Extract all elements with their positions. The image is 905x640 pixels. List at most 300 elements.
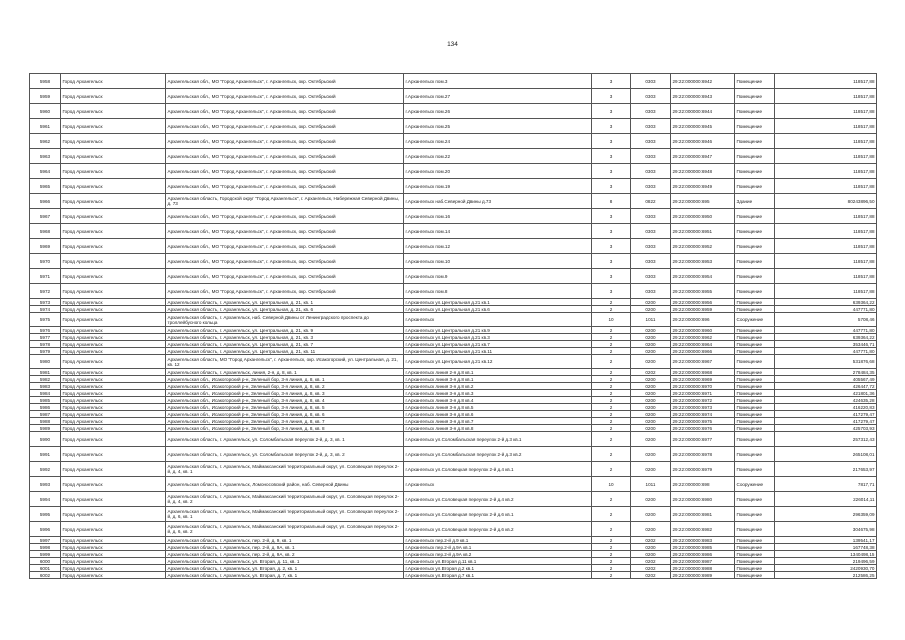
municipality: Город Архангельск (61, 462, 166, 477)
record-number: 5981 (30, 369, 61, 376)
category-code: 2 (592, 341, 631, 348)
municipality: Город Архангельск (61, 334, 166, 341)
subcategory-code: 0202 (631, 558, 671, 565)
cadastral-value: 447771,80 (775, 348, 877, 355)
category-code: 3 (592, 119, 631, 134)
cadastral-value: 424635,28 (775, 397, 877, 404)
full-address: Архангельская область, г. Архангельск, ул. Вторая, д. 2, кв. 1 (166, 565, 404, 572)
municipality: Город Архангельск (61, 74, 166, 89)
category-code: 2 (592, 432, 631, 447)
table-row (30, 551, 877, 558)
subcategory-code: 0303 (631, 164, 671, 179)
municipality: Город Архангельск (61, 164, 166, 179)
object-type: Помещение (735, 390, 775, 397)
record-number: 5988 (30, 418, 61, 425)
full-address: Архангельская обл., МО "Город Архангельск", г. Архангельск, окр. Октябрьский (166, 134, 404, 149)
cadastral-number: 29:22:000000:6979 (671, 462, 735, 477)
record-number: 5997 (30, 537, 61, 544)
category-code: 2 (592, 383, 631, 390)
record-number: 5965 (30, 179, 61, 194)
cadastral-value: 353446,71 (775, 341, 877, 348)
cadastral-number: 29:22:000000:6974 (671, 411, 735, 418)
property-registry-table (29, 73, 877, 579)
short-address: г.Архангельск пом.14 (404, 224, 592, 239)
record-number: 5975 (30, 313, 61, 327)
full-address: Архангельская обл., Исакогорский р-н, Зеленый бор, 3-я линия, д. 8, кв. 8 (166, 425, 404, 432)
subcategory-code: 0822 (631, 194, 671, 209)
full-address: Архангельская обл., Исакогорский р-н, Зеленый бор, 3-я линия, д. 8, кв. 3 (166, 390, 404, 397)
short-address: г.Архангельск пом.22 (404, 149, 592, 164)
cadastral-value: 257312,43 (775, 432, 877, 447)
cadastral-number: 29:22:000000:6981 (671, 507, 735, 522)
object-type: Помещение (735, 404, 775, 411)
subcategory-code: 0200 (631, 341, 671, 348)
municipality: Город Архангельск (61, 224, 166, 239)
subcategory-code: 1011 (631, 477, 671, 492)
subcategory-code: 0200 (631, 334, 671, 341)
category-code: 2 (592, 397, 631, 404)
cadastral-value: 531876,68 (775, 355, 877, 369)
table-row (30, 164, 877, 179)
record-number: 5970 (30, 254, 61, 269)
record-number: 5998 (30, 544, 61, 551)
category-code: 2 (592, 299, 631, 306)
cadastral-number: 29:22:000000:6956 (671, 299, 735, 306)
full-address: Архангельская область, г. Архангельск, Маймаксанский территориальный округ, ул. Соловецкая переулок 2-й, д. 4, кв. 1 (166, 462, 404, 477)
record-number: 5960 (30, 104, 61, 119)
category-code: 2 (592, 411, 631, 418)
cadastral-number: 29:22:000000:6978 (671, 447, 735, 462)
category-code: 8 (592, 194, 631, 209)
table-row (30, 334, 877, 341)
full-address: Архангельская область, г. Архангельск, Маймаксанский территориальный округ, ул. Соловецкая переулок 2-й, д. 4, кв. 2 (166, 492, 404, 507)
full-address: Архангельская область, г. Архангельск, ул. Соломбальская переулок 2-й, д. 3, кв. 2 (166, 447, 404, 462)
cadastral-number: 29:22:000000:6960 (671, 327, 735, 334)
record-number: 5979 (30, 348, 61, 355)
table-row (30, 376, 877, 383)
cadastral-number: 29:22:000000:698 (671, 477, 735, 492)
table-row (30, 404, 877, 411)
table-row (30, 477, 877, 492)
record-number: 5959 (30, 89, 61, 104)
full-address: Архангельская область, г. Архангельск, пер. 2-й, д. 9А, кв. 1 (166, 544, 404, 551)
municipality: Город Архангельск (61, 119, 166, 134)
subcategory-code: 0303 (631, 269, 671, 284)
record-number: 6000 (30, 558, 61, 565)
record-number: 5996 (30, 522, 61, 537)
subcategory-code: 0200 (631, 425, 671, 432)
subcategory-code: 0303 (631, 119, 671, 134)
municipality: Город Архангельск (61, 269, 166, 284)
municipality: Город Архангельск (61, 284, 166, 299)
record-number: 5958 (30, 74, 61, 89)
table-row (30, 544, 877, 551)
cadastral-value: 118517,88 (775, 134, 877, 149)
cadastral-number: 29:22:000000:6945 (671, 119, 735, 134)
record-number: 5989 (30, 425, 61, 432)
cadastral-value: 226014,11 (775, 492, 877, 507)
object-type: Помещение (735, 565, 775, 572)
short-address: г.Архангельск пер.2-й д.9 кв.1 (404, 537, 592, 544)
municipality: Город Архангельск (61, 383, 166, 390)
full-address: Архангельская область, г. Архангельск, пер. 2-й, д. 9, кв. 1 (166, 537, 404, 544)
object-type: Помещение (735, 269, 775, 284)
municipality: Город Архангельск (61, 425, 166, 432)
cadastral-number: 29:22:000000:6987 (671, 558, 735, 565)
record-number: 6002 (30, 572, 61, 579)
cadastral-number: 29:22:000000:6983 (671, 537, 735, 544)
short-address: г.Архангельск линия 3-я д.8 кв.8 (404, 425, 592, 432)
municipality: Город Архангельск (61, 134, 166, 149)
object-type: Помещение (735, 462, 775, 477)
short-address: г.Архангельск линия 2-я д.8 кв.1 (404, 369, 592, 376)
subcategory-code: 0303 (631, 134, 671, 149)
short-address: г.Архангельск линия 3-я д.8 кв.7 (404, 418, 592, 425)
object-type: Помещение (735, 224, 775, 239)
subcategory-code: 0200 (631, 383, 671, 390)
subcategory-code: 0200 (631, 327, 671, 334)
record-number: 5987 (30, 411, 61, 418)
short-address: г.Архангельск линия 3-я д.8 кв.3 (404, 390, 592, 397)
cadastral-number: 29:22:000000:6950 (671, 209, 735, 224)
municipality: Город Архангельск (61, 537, 166, 544)
full-address: Архангельская область, г. Архангельск, наб. Северной Двины от Ленинградского проспекта до троллейбусного кольца (166, 313, 404, 327)
subcategory-code: 0200 (631, 522, 671, 537)
full-address: Архангельская область, МО "Город Архангельск", г. Архангельск, окр. Исакогорский, ул. Центральная, д. 21, кв. 12 (166, 355, 404, 369)
short-address: г.Архангельск пом.12 (404, 239, 592, 254)
object-type: Помещение (735, 327, 775, 334)
category-code: 3 (592, 209, 631, 224)
short-address: г.Архангельск пом.20 (404, 164, 592, 179)
object-type: Помещение (735, 447, 775, 462)
record-number: 5995 (30, 507, 61, 522)
full-address: Архангельская обл., МО "Город Архангельск", г. Архангельск, окр. Октябрьский (166, 104, 404, 119)
record-number: 5974 (30, 306, 61, 313)
category-code: 3 (592, 104, 631, 119)
subcategory-code: 0303 (631, 89, 671, 104)
table-row (30, 254, 877, 269)
municipality: Город Архангельск (61, 477, 166, 492)
category-code: 2 (592, 462, 631, 477)
cadastral-value: 167748,38 (775, 544, 877, 551)
table-row (30, 397, 877, 404)
table-row (30, 425, 877, 432)
cadastral-value: 219496,59 (775, 558, 877, 565)
municipality: Город Архангельск (61, 194, 166, 209)
cadastral-number: 29:22:000000:6977 (671, 432, 735, 447)
cadastral-value: 212586,25 (775, 572, 877, 579)
record-number: 6001 (30, 565, 61, 572)
cadastral-number: 29:22:000000:6964 (671, 341, 735, 348)
category-code: 2 (592, 390, 631, 397)
category-code: 2 (592, 492, 631, 507)
cadastral-value: 118517,88 (775, 209, 877, 224)
short-address: г.Архангельск пом.9 (404, 269, 592, 284)
category-code: 3 (592, 134, 631, 149)
short-address: г.Архангельск линия 3-я д.8 кв.1 (404, 376, 592, 383)
cadastral-value: 416220,83 (775, 404, 877, 411)
cadastral-number: 29:22:000000:6942 (671, 74, 735, 89)
municipality: Город Архангельск (61, 355, 166, 369)
table-row (30, 537, 877, 544)
full-address: Архангельская область, Городской округ "Город Архангельск", г. Архангельск, Набережная Северной Двины, д. 73 (166, 194, 404, 209)
record-number: 5969 (30, 239, 61, 254)
cadastral-value: 304675,98 (775, 522, 877, 537)
object-type: Помещение (735, 306, 775, 313)
table-row (30, 269, 877, 284)
cadastral-value: 278484,35 (775, 369, 877, 376)
object-type: Помещение (735, 209, 775, 224)
table-row (30, 492, 877, 507)
full-address: Архангельская обл., МО "Город Архангельск", г. Архангельск, окр. Октябрьский (166, 179, 404, 194)
record-number: 5992 (30, 462, 61, 477)
category-code: 2 (592, 551, 631, 558)
cadastral-value: 447771,80 (775, 306, 877, 313)
category-code: 2 (592, 327, 631, 334)
subcategory-code: 0202 (631, 565, 671, 572)
cadastral-number: 29:22:000000:6951 (671, 224, 735, 239)
short-address: г.Архангельск пер.2-й д.9А кв.2 (404, 551, 592, 558)
subcategory-code: 0200 (631, 551, 671, 558)
full-address: Архангельская область, г. Архангельск, линия, 2-я, д. 8, кв. 1 (166, 369, 404, 376)
short-address: г.Архангельск ул.Вторая д.11 кв.1 (404, 558, 592, 565)
category-code: 2 (592, 572, 631, 579)
table-row (30, 299, 877, 306)
short-address: г.Архангельск ул.Соловецкая переулок 2-й д.4 кв.1 (404, 462, 592, 477)
full-address: Архангельская обл., Исакогорский р-н, Зеленый бор, 3-я линия, д. 8, кв. 4 (166, 397, 404, 404)
cadastral-number: 29:22:000000:6971 (671, 390, 735, 397)
subcategory-code: 0202 (631, 537, 671, 544)
record-number: 5990 (30, 432, 61, 447)
subcategory-code: 1011 (631, 313, 671, 327)
record-number: 5991 (30, 447, 61, 462)
object-type: Помещение (735, 507, 775, 522)
full-address: Архангельская область, г. Архангельск, ул. Центральная, д. 21, кв. 6 (166, 306, 404, 313)
object-type: Помещение (735, 397, 775, 404)
object-type: Помещение (735, 369, 775, 376)
subcategory-code: 0200 (631, 418, 671, 425)
subcategory-code: 0200 (631, 306, 671, 313)
category-code: 3 (592, 179, 631, 194)
short-address: г.Архангельск линия 3-я д.8 кв.5 (404, 404, 592, 411)
cadastral-number: 29:22:000000:6972 (671, 397, 735, 404)
subcategory-code: 0200 (631, 432, 671, 447)
cadastral-number: 29:22:000000:6955 (671, 284, 735, 299)
short-address: г.Архангельск ул.Центральная д.21 кв.11 (404, 348, 592, 355)
full-address: Архангельская область, г. Архангельск, ул. Центральная, д. 21, кв. 11 (166, 348, 404, 355)
short-address: г.Архангельск пер.2-й д.9А кв.1 (404, 544, 592, 551)
cadastral-number: 29:22:000000:6959 (671, 306, 735, 313)
category-code: 3 (592, 224, 631, 239)
object-type: Помещение (735, 383, 775, 390)
short-address: г.Архангельск пом.10 (404, 254, 592, 269)
municipality: Город Архангельск (61, 89, 166, 104)
cadastral-number: 29:22:000000:6946 (671, 134, 735, 149)
cadastral-number: 29:22:000000:6982 (671, 522, 735, 537)
short-address: г.Архангельск пом.26 (404, 104, 592, 119)
full-address: Архангельская область, г. Архангельск, ул. Вторая, д. 11, кв. 1 (166, 558, 404, 565)
object-type: Помещение (735, 411, 775, 418)
subcategory-code: 0303 (631, 239, 671, 254)
table-row (30, 179, 877, 194)
municipality: Город Архангельск (61, 432, 166, 447)
record-number: 5983 (30, 383, 61, 390)
municipality: Город Архангельск (61, 390, 166, 397)
municipality: Город Архангельск (61, 572, 166, 579)
record-number: 5978 (30, 341, 61, 348)
category-code: 2 (592, 537, 631, 544)
short-address: г.Архангельск ул.Соловецкая переулок 2-й д.6 кв.2 (404, 522, 592, 537)
object-type: Помещение (735, 284, 775, 299)
municipality: Город Архангельск (61, 447, 166, 462)
municipality: Город Архангельск (61, 313, 166, 327)
municipality: Город Архангельск (61, 558, 166, 565)
subcategory-code: 0200 (631, 544, 671, 551)
table-row (30, 565, 877, 572)
record-number: 5977 (30, 334, 61, 341)
municipality: Город Архангельск (61, 376, 166, 383)
object-type: Помещение (735, 572, 775, 579)
cadastral-value: 405567,49 (775, 376, 877, 383)
cadastral-value: 639364,22 (775, 299, 877, 306)
full-address: Архангельская обл., МО "Город Архангельск", г. Архангельск, окр. Октябрьский (166, 209, 404, 224)
subcategory-code: 0303 (631, 224, 671, 239)
category-code: 2 (592, 369, 631, 376)
full-address: Архангельская область, г. Архангельск, Маймаксанский территориальный округ, ул. Соловецкая переулок 2-й, д. 6, кв. 2 (166, 522, 404, 537)
municipality: Город Архангельск (61, 254, 166, 269)
table-row (30, 418, 877, 425)
table-row (30, 390, 877, 397)
subcategory-code: 0200 (631, 507, 671, 522)
object-type: Помещение (735, 544, 775, 551)
cadastral-number: 29:22:000000:6944 (671, 104, 735, 119)
municipality: Город Архангельск (61, 551, 166, 558)
subcategory-code: 0303 (631, 179, 671, 194)
short-address: г.Архангельск линия 3-я д.8 кв.4 (404, 397, 592, 404)
record-number: 5972 (30, 284, 61, 299)
municipality: Город Архангельск (61, 341, 166, 348)
cadastral-value: 7817,71 (775, 477, 877, 492)
full-address: Архангельская обл., МО "Город Архангельск", г. Архангельск, окр. Октябрьский (166, 239, 404, 254)
page-number: 134 (447, 41, 458, 48)
category-code: 2 (592, 376, 631, 383)
record-number: 5966 (30, 194, 61, 209)
category-code: 2 (592, 558, 631, 565)
table-row (30, 239, 877, 254)
cadastral-value: 118517,88 (775, 239, 877, 254)
short-address: г.Архангельск ул.Центральная д.21 кв.1 (404, 299, 592, 306)
table-row (30, 522, 877, 537)
category-code: 3 (592, 239, 631, 254)
subcategory-code: 0200 (631, 299, 671, 306)
category-code: 3 (592, 149, 631, 164)
short-address: г.Архангельск ул.Вторая д.2 кв.1 (404, 565, 592, 572)
object-type: Помещение (735, 355, 775, 369)
full-address: Архангельская область, г. Архангельск, ул. Центральная, д. 21, кв. 7 (166, 341, 404, 348)
subcategory-code: 0200 (631, 376, 671, 383)
municipality: Город Архангельск (61, 507, 166, 522)
table-row (30, 194, 877, 209)
cadastral-value: 118517,88 (775, 89, 877, 104)
short-address: г.Архангельск ул.Соломбальская переулок 2-й д.3 кв.1 (404, 432, 592, 447)
cadastral-number: 29:22:000000:6975 (671, 418, 735, 425)
table-row (30, 119, 877, 134)
short-address: г.Архангельск (404, 477, 592, 492)
cadastral-value: 639364,22 (775, 334, 877, 341)
subcategory-code: 0200 (631, 348, 671, 355)
municipality: Город Архангельск (61, 418, 166, 425)
category-code: 2 (592, 348, 631, 355)
table-row (30, 134, 877, 149)
object-type: Помещение (735, 348, 775, 355)
cadastral-value: 5708,46 (775, 313, 877, 327)
cadastral-number: 29:22:000000:6966 (671, 348, 735, 355)
short-address: г.Архангельск пом.19 (404, 179, 592, 194)
subcategory-code: 0303 (631, 254, 671, 269)
subcategory-code: 0200 (631, 390, 671, 397)
municipality: Город Архангельск (61, 299, 166, 306)
cadastral-value: 425703,93 (775, 425, 877, 432)
cadastral-value: 426447,72 (775, 383, 877, 390)
cadastral-value: 421801,36 (775, 390, 877, 397)
subcategory-code: 0202 (631, 369, 671, 376)
short-address: г.Архангельск ул.Соломбальская переулок 2-й д.3 кв.2 (404, 447, 592, 462)
subcategory-code: 0303 (631, 284, 671, 299)
category-code: 3 (592, 74, 631, 89)
full-address: Архангельская область, г. Архангельск, ул. Соломбальская переулок 2-й, д. 3, кв. 1 (166, 432, 404, 447)
municipality: Город Архангельск (61, 411, 166, 418)
category-code: 3 (592, 254, 631, 269)
object-type: Сооружение (735, 477, 775, 492)
cadastral-value: 1340498,15 (775, 551, 877, 558)
cadastral-number: 29:22:000000:6949 (671, 179, 735, 194)
subcategory-code: 0200 (631, 404, 671, 411)
cadastral-number: 29:22:000000:6947 (671, 149, 735, 164)
object-type: Помещение (735, 522, 775, 537)
cadastral-value: 118517,88 (775, 74, 877, 89)
object-type: Помещение (735, 239, 775, 254)
full-address: Архангельская область, г. Архангельск, ул. Центральная, д. 21, кв. 9 (166, 327, 404, 334)
record-number: 5964 (30, 164, 61, 179)
cadastral-number: 29:22:000000:6953 (671, 254, 735, 269)
cadastral-number: 29:22:000000:6967 (671, 355, 735, 369)
full-address: Архангельская область, г. Архангельск, ул. Вторая, д. 7, кв. 1 (166, 572, 404, 579)
municipality: Город Архангельск (61, 179, 166, 194)
cadastral-value: 118517,88 (775, 254, 877, 269)
category-code: 3 (592, 269, 631, 284)
category-code: 2 (592, 306, 631, 313)
subcategory-code: 0303 (631, 149, 671, 164)
object-type: Помещение (735, 418, 775, 425)
record-number: 5961 (30, 119, 61, 134)
short-address: г.Архангельск ул.Вторая д.7 кв.1 (404, 572, 592, 579)
table-row (30, 447, 877, 462)
full-address: Архангельская обл., МО "Город Архангельск", г. Архангельск, окр. Октябрьский (166, 164, 404, 179)
cadastral-number: 29:22:000000:6968 (671, 369, 735, 376)
category-code: 3 (592, 164, 631, 179)
table-row (30, 209, 877, 224)
cadastral-number: 29:22:000000:6988 (671, 565, 735, 572)
object-type: Помещение (735, 376, 775, 383)
object-type: Помещение (735, 334, 775, 341)
municipality: Город Архангельск (61, 149, 166, 164)
short-address: г.Архангельск ул.Центральная д.21 кв.3 (404, 334, 592, 341)
object-type: Помещение (735, 537, 775, 544)
table-row (30, 341, 877, 348)
full-address: Архангельская обл., Исакогорский р-н, Зеленый бор, 3-я линия, д. 8, кв. 7 (166, 418, 404, 425)
cadastral-number: 29:22:000000:6969 (671, 376, 735, 383)
table-row (30, 383, 877, 390)
